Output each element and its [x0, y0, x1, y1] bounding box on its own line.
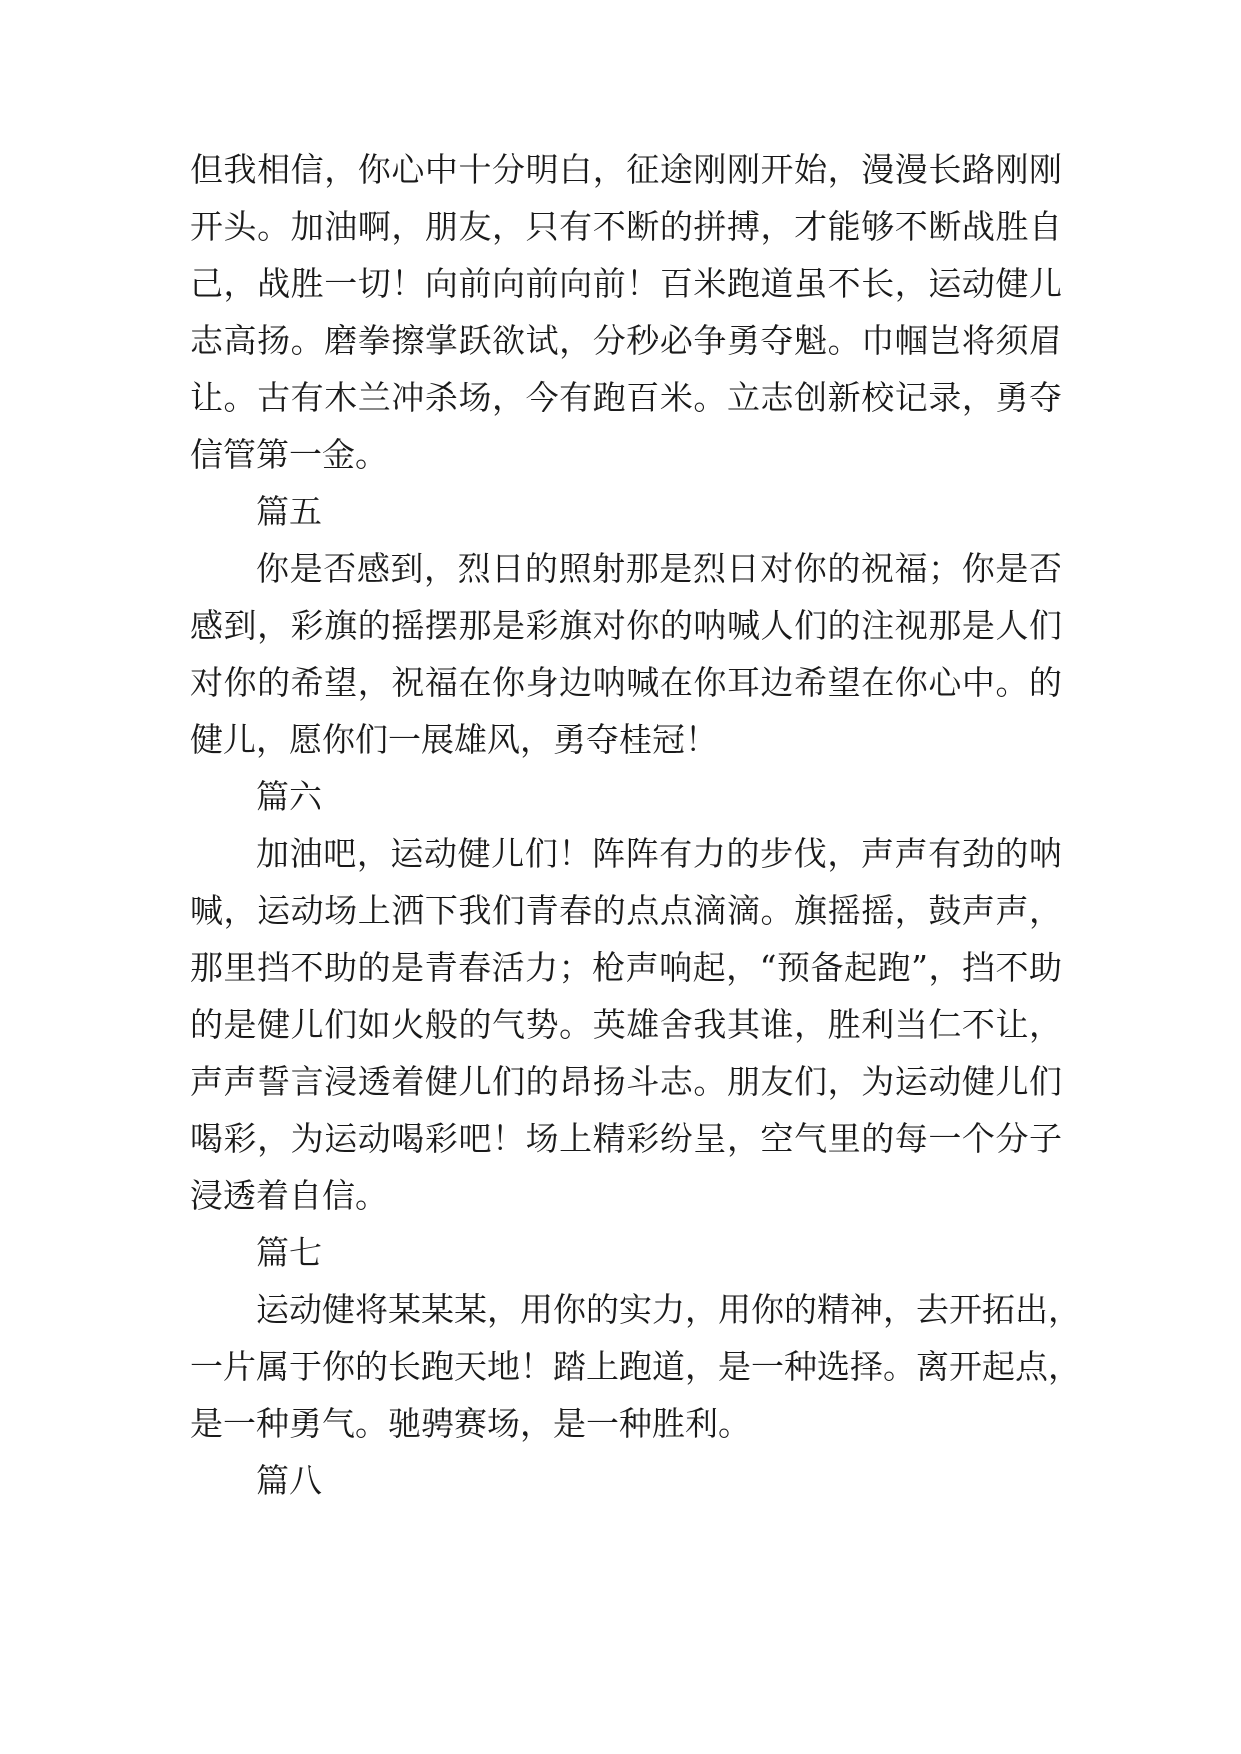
body-text-line: 喝彩，为运动喝彩吧！场上精彩纷呈，空气里的每一个分子 — [190, 1119, 1062, 1158]
body-text-line: 让。古有木兰冲杀场，今有跑百米。立志创新校记录，勇夺 — [190, 378, 1062, 417]
body-text-line: 加油吧，运动健儿们！阵阵有力的步伐，声声有劲的呐 — [256, 834, 1062, 873]
body-text-line: 运动健将某某某，用你的实力，用你的精神，去开拓出， — [256, 1290, 1081, 1329]
body-text-line: 浸透着自信。 — [190, 1176, 388, 1215]
body-text-line: 但我相信，你心中十分明白，征途刚刚开始，漫漫长路刚刚 — [190, 150, 1062, 189]
section-heading: 篇六 — [256, 777, 322, 816]
body-text-line: 对你的希望，祝福在你身边呐喊在你耳边希望在你心中。的 — [190, 663, 1062, 702]
body-text-line: 志高扬。磨拳擦掌跃欲试，分秒必争勇夺魁。巾帼岂将须眉 — [190, 321, 1062, 360]
body-text-line: 那里挡不助的是青春活力；枪声响起，“预备起跑”，挡不助 — [190, 948, 1062, 987]
body-text-line: 你是否感到，烈日的照射那是烈日对你的祝福；你是否 — [256, 549, 1062, 588]
body-text-line: 开头。加油啊，朋友，只有不断的拼搏，才能够不断战胜自 — [190, 207, 1062, 246]
section-heading: 篇五 — [256, 492, 322, 531]
body-text-line: 感到，彩旗的摇摆那是彩旗对你的呐喊人们的注视那是人们 — [190, 606, 1062, 645]
body-text-line: 信管第一金。 — [190, 435, 388, 474]
body-text-line: 的是健儿们如火般的气势。英雄舍我其谁，胜利当仁不让， — [190, 1005, 1062, 1044]
body-text-line: 声声誓言浸透着健儿们的昂扬斗志。朋友们，为运动健儿们 — [190, 1062, 1062, 1101]
body-text-line: 一片属于你的长跑天地！踏上跑道，是一种选择。离开起点， — [190, 1347, 1081, 1386]
body-text-line: 健儿，愿你们一展雄风，勇夺桂冠！ — [190, 720, 718, 759]
section-heading: 篇八 — [256, 1461, 322, 1500]
body-text-line: 是一种勇气。驰骋赛场，是一种胜利。 — [190, 1404, 751, 1443]
section-heading: 篇七 — [256, 1233, 322, 1272]
body-text-line: 己，战胜一切！向前向前向前！百米跑道虽不长，运动健儿 — [190, 264, 1062, 303]
body-text-line: 喊，运动场上洒下我们青春的点点滴滴。旗摇摇，鼓声声， — [190, 891, 1062, 930]
